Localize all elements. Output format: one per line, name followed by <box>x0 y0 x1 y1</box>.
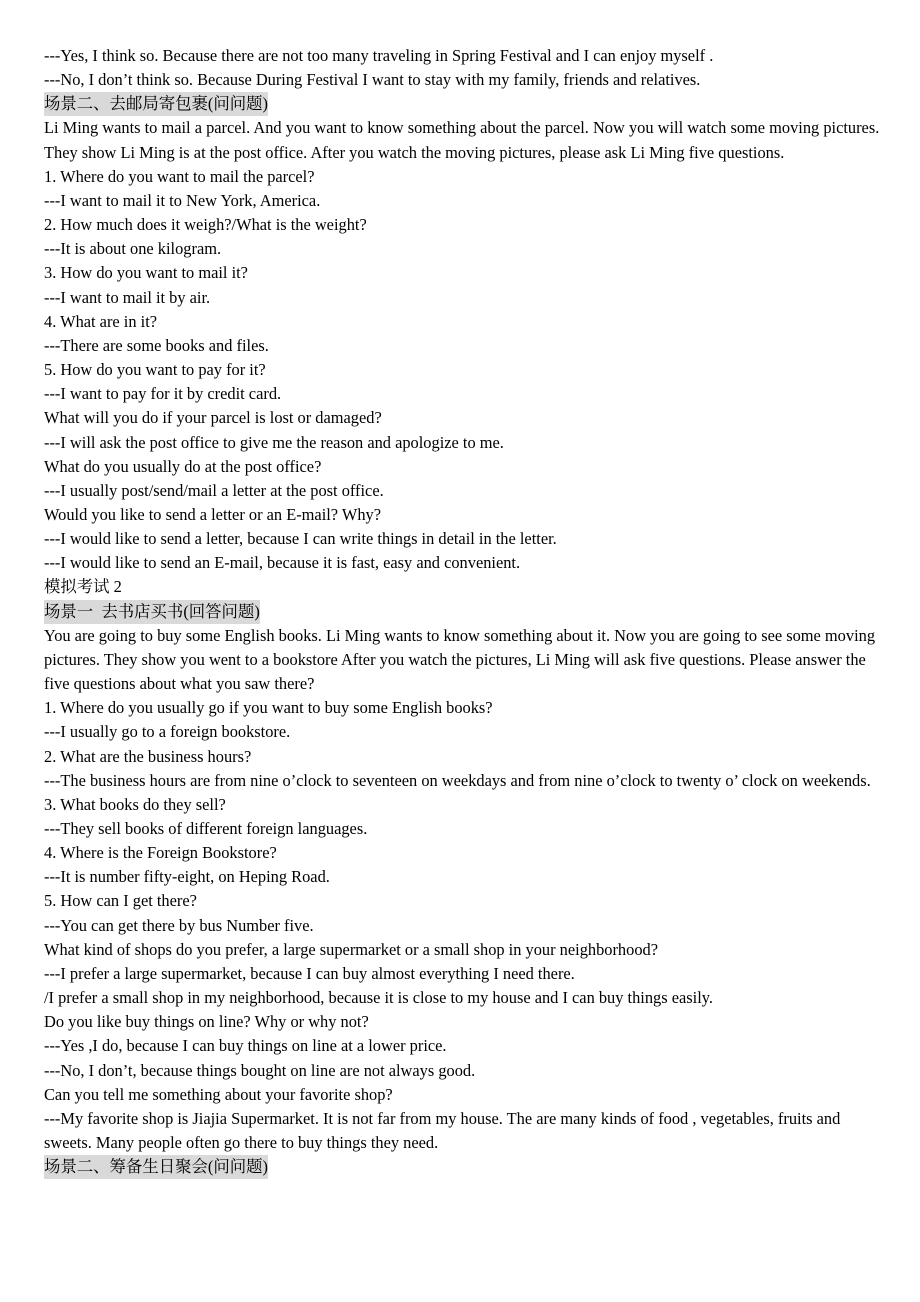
text-line: Can you tell me something about your favorite shop? <box>44 1084 393 1104</box>
section-heading: 场景二、去邮局寄包裹(问问题) <box>44 92 268 116</box>
text-line: ---There are some books and files. <box>44 335 269 355</box>
section-heading-row <box>44 600 880 624</box>
text-line: ---It is number fifty-eight, on Heping Road. <box>44 867 330 887</box>
text-line: 3. What books do they sell? <box>44 794 226 814</box>
text-line: ---Yes, I think so. Because there are not too many traveling in Spring Festival and I can enjoy myself . <box>44 46 714 65</box>
text-line: 1. Where do you usually go if you want to buy some English books? <box>44 698 493 718</box>
text-line: 模拟考试 2 <box>44 577 122 597</box>
text-line: 5. How can I get there? <box>44 891 197 911</box>
paragraph: Li Ming wants to mail a parcel. And you want to know something about the parcel. Now you will watch some moving pictures. They show Li Ming is at the post office. After you watch the moving pictures, please ask Li Ming five questions. <box>44 118 884 162</box>
text-line: ---I would like to send an E-mail, because it is fast, easy and convenient. <box>44 553 521 573</box>
text-line: 2. What are the business hours? <box>44 746 252 766</box>
text-line: What will you do if your parcel is lost or damaged? <box>44 408 382 428</box>
text-line: ---Yes ,I do, because I can buy things on line at a lower price. <box>44 1036 447 1056</box>
text-line: 2. How much does it weigh?/What is the weight? <box>44 215 367 235</box>
section-heading: 场景二、筹备生日聚会(问问题) <box>44 1155 268 1179</box>
text-line: ---I want to mail it to New York, America. <box>44 190 321 210</box>
text-line: ---I usually post/send/mail a letter at the post office. <box>44 480 384 500</box>
text-line: ---No, I don’t, because things bought on line are not always good. <box>44 1060 476 1080</box>
text-line: What kind of shops do you prefer, a large supermarket or a small shop in your neighborhood? <box>44 939 658 959</box>
paragraph: ---The business hours are from nine o’clock to seventeen on weekdays and from nine o’clock to twenty o’ clock on weekends. <box>44 770 871 790</box>
text-line: ---It is about one kilogram. <box>44 239 222 259</box>
text-line: /I prefer a small shop in my neighborhood, because it is close to my house and I can buy things easily. <box>44 988 713 1008</box>
text-line: 3. How do you want to mail it? <box>44 263 248 283</box>
text-line: 1. Where do you want to mail the parcel? <box>44 166 315 186</box>
paragraph: You are going to buy some English books. Li Ming wants to know something about it. Now you are going to see some moving pictures. They show you went to a bookstore After you watch the pictures, Li Ming will ask five questions. Please answer the five questions about what you saw there? <box>44 625 880 694</box>
text-line: ---I will ask the post office to give me the reason and apologize to me. <box>44 432 504 452</box>
section-heading-row <box>44 92 880 116</box>
paragraph: ---My favorite shop is Jiajia Supermarket. It is not far from my house. The are many kinds of food , vegetables, fruits and sweets. Many people often go there to buy things they need. <box>44 1108 845 1153</box>
text-line: ---I would like to send a letter, because I can write things in detail in the letter. <box>44 529 557 549</box>
text-line: Do you like buy things on line? Why or why not? <box>44 1012 369 1032</box>
section-heading: 场景一 去书店买书(回答问题) <box>44 600 260 624</box>
text-line: ---They sell books of different foreign languages. <box>44 819 368 838</box>
document-page <box>44 44 884 1179</box>
text-line: ---I usually go to a foreign bookstore. <box>44 722 291 742</box>
text-line: Would you like to send a letter or an E-mail? Why? <box>44 504 382 524</box>
text-line: ---I prefer a large supermarket, because I can buy almost everything I need there. <box>44 963 575 983</box>
text-line: 4. Where is the Foreign Bookstore? <box>44 843 277 863</box>
text-line: ---I want to mail it by air. <box>44 287 211 307</box>
text-line: ---You can get there by bus Number five. <box>44 915 314 935</box>
text-line: ---I want to pay for it by credit card. <box>44 384 282 404</box>
text-line: 4. What are in it? <box>44 311 158 331</box>
text-line: ---No, I don’t think so. Because During Festival I want to stay with my family, friends and relatives. <box>44 70 701 90</box>
text-line: 5. How do you want to pay for it? <box>44 360 266 380</box>
section-heading-row <box>44 1155 880 1179</box>
text-line: What do you usually do at the post office? <box>44 456 322 476</box>
